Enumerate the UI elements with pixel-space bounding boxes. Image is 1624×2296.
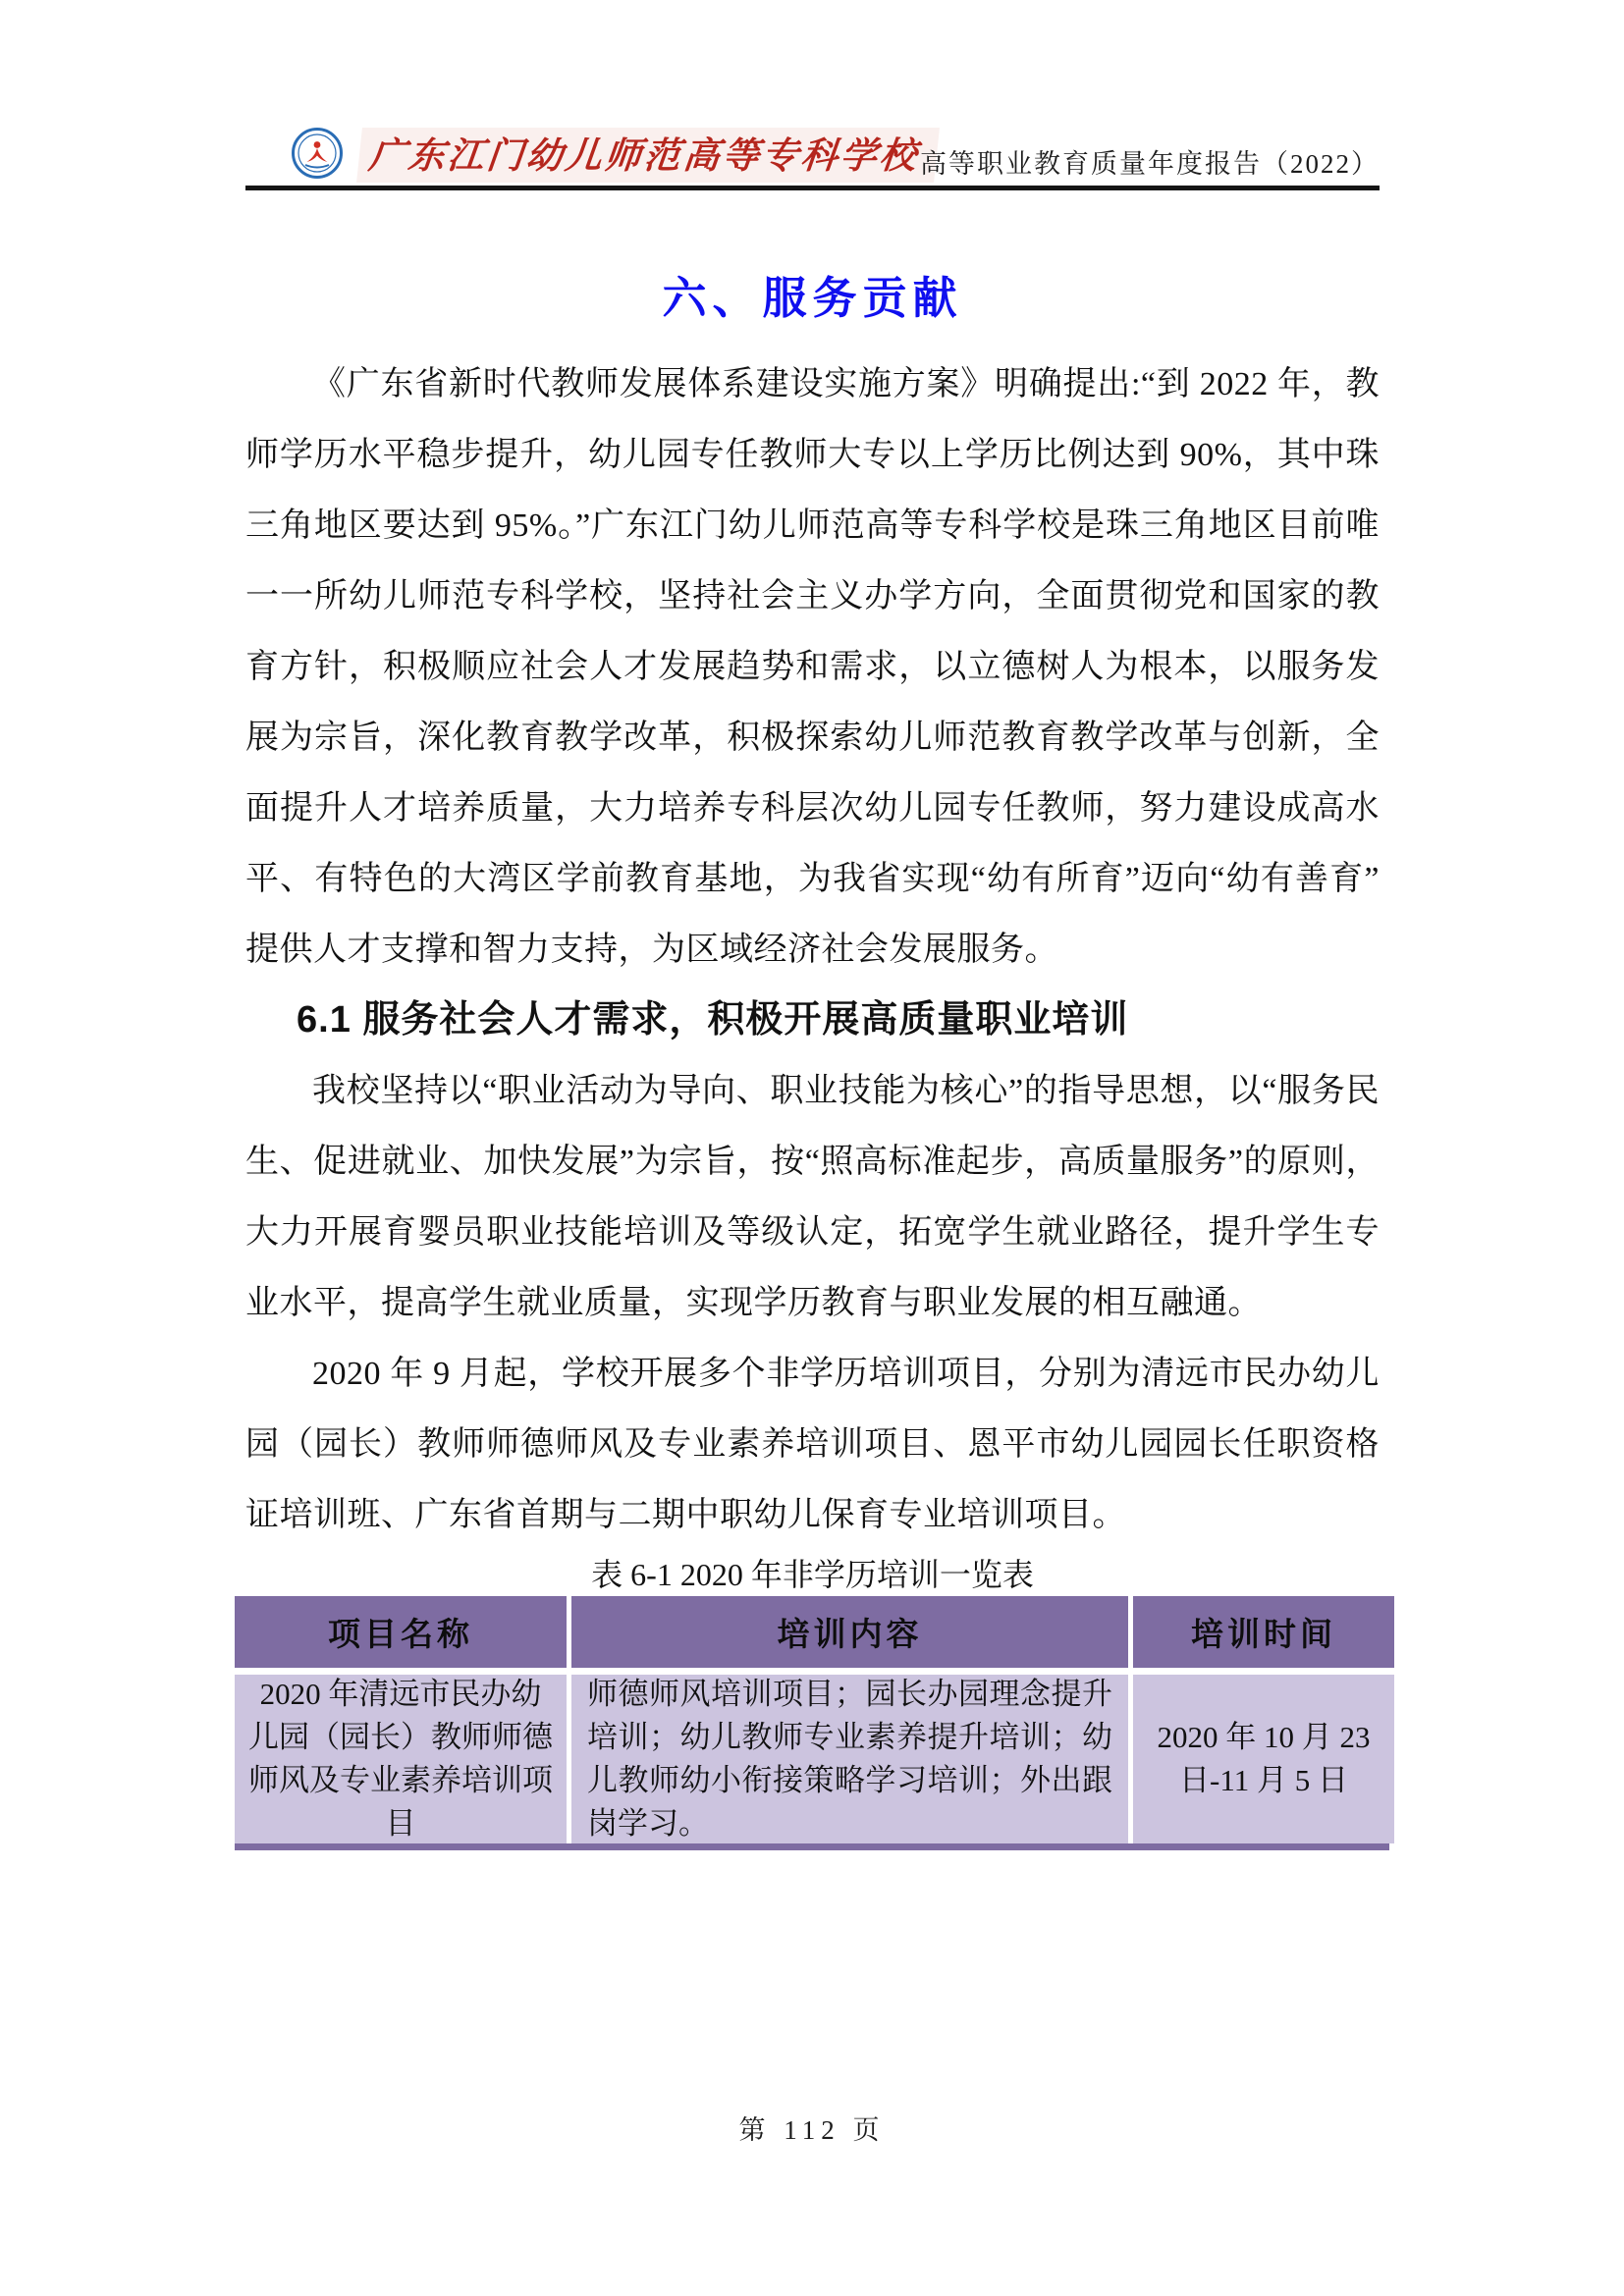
paragraph-guiding-principles: 我校坚持以“职业活动为导向、职业技能为核心”的指导思想，以“服务民生、促进就业、加快发展”为宗旨，按“照高标准起步，高质量服务”的原则，大力开展育婴员职业技能培训及等级认定，拓宽学生就业路径，提升学生专业水平，提高学生就业质量，实现学历教育与职业发展的相互融通。 — [245, 1073, 1380, 1321]
page-content — [245, 192, 1380, 1850]
paragraph-intro: 《广东省新时代教师发展体系建设实施方案》明确提出:“到 2022 年，教师学历水平稳步提升，幼儿园专任教师大专以上学历比例达到 90%，其中珠三角地区要达到 95%。”广东江门幼儿师范高等专科学校是珠三角地区目前唯一一所幼儿师范专科学校，坚持社会主义办学方向，全面贯彻党和国家的教育方针，积极顺应社会人才发展趋势和需求，以立德树人为根本，以服务发展为宗旨，深化教育教学改革，积极探索幼儿师范教育教学改革与创新，全面提升人才培养质量，大力培养专科层次幼儿园专任教师，努力建设成高水平、有特色的大湾区学前教育基地，为我省实现“幼有所育”迈向“幼有善育”提供人才支撑和智力支持，为区域经济社会发展服务。 — [245, 366, 1380, 968]
table-cell-training-content: 师德师风培训项目；园长办园理念提升培训；幼儿教师专业素养提升培训；幼儿教师幼小衔接策略学习培训；外出跟岗学习。 — [571, 1675, 1128, 1843]
column-header-training-time: 培训时间 — [1133, 1596, 1394, 1668]
table-cell-project-name: 2020 年清远市民办幼儿园（园长）教师师德师风及专业素养培训项目 — [235, 1675, 567, 1843]
column-header-project-name: 项目名称 — [235, 1596, 567, 1668]
section-title-6-1: 6.1 服务社会人才需求，积极开展高质量职业培训 — [297, 999, 1129, 1041]
table-cell-training-time: 2020 年 10 月 23 日-11 月 5 日 — [1133, 1675, 1394, 1843]
header-rule — [245, 186, 1380, 190]
training-table — [235, 1596, 1389, 1850]
table-caption: 表 6-1 2020 年非学历培训一览表 — [591, 1557, 1034, 1592]
paragraph-training-projects: 2020 年 9 月起，学校开展多个非学历培训项目，分别为清远市民办幼儿园（园长）教师师德师风及专业素养培训项目、恩平市幼儿园园长任职资格证培训班、广东省首期与二期中职幼儿保育专业培训项目。 — [245, 1356, 1380, 1533]
column-header-training-content: 培训内容 — [571, 1596, 1128, 1668]
school-seal-icon — [292, 128, 343, 179]
school-name-calligraphy: 广东江门幼儿师范高等专科学校 — [356, 128, 940, 183]
report-title: 高等职业教育质量年度报告（2022） — [920, 149, 1380, 179]
page-number: 第 112 页 — [738, 2115, 886, 2145]
chapter-title: 六、服务贡献 — [662, 273, 963, 323]
